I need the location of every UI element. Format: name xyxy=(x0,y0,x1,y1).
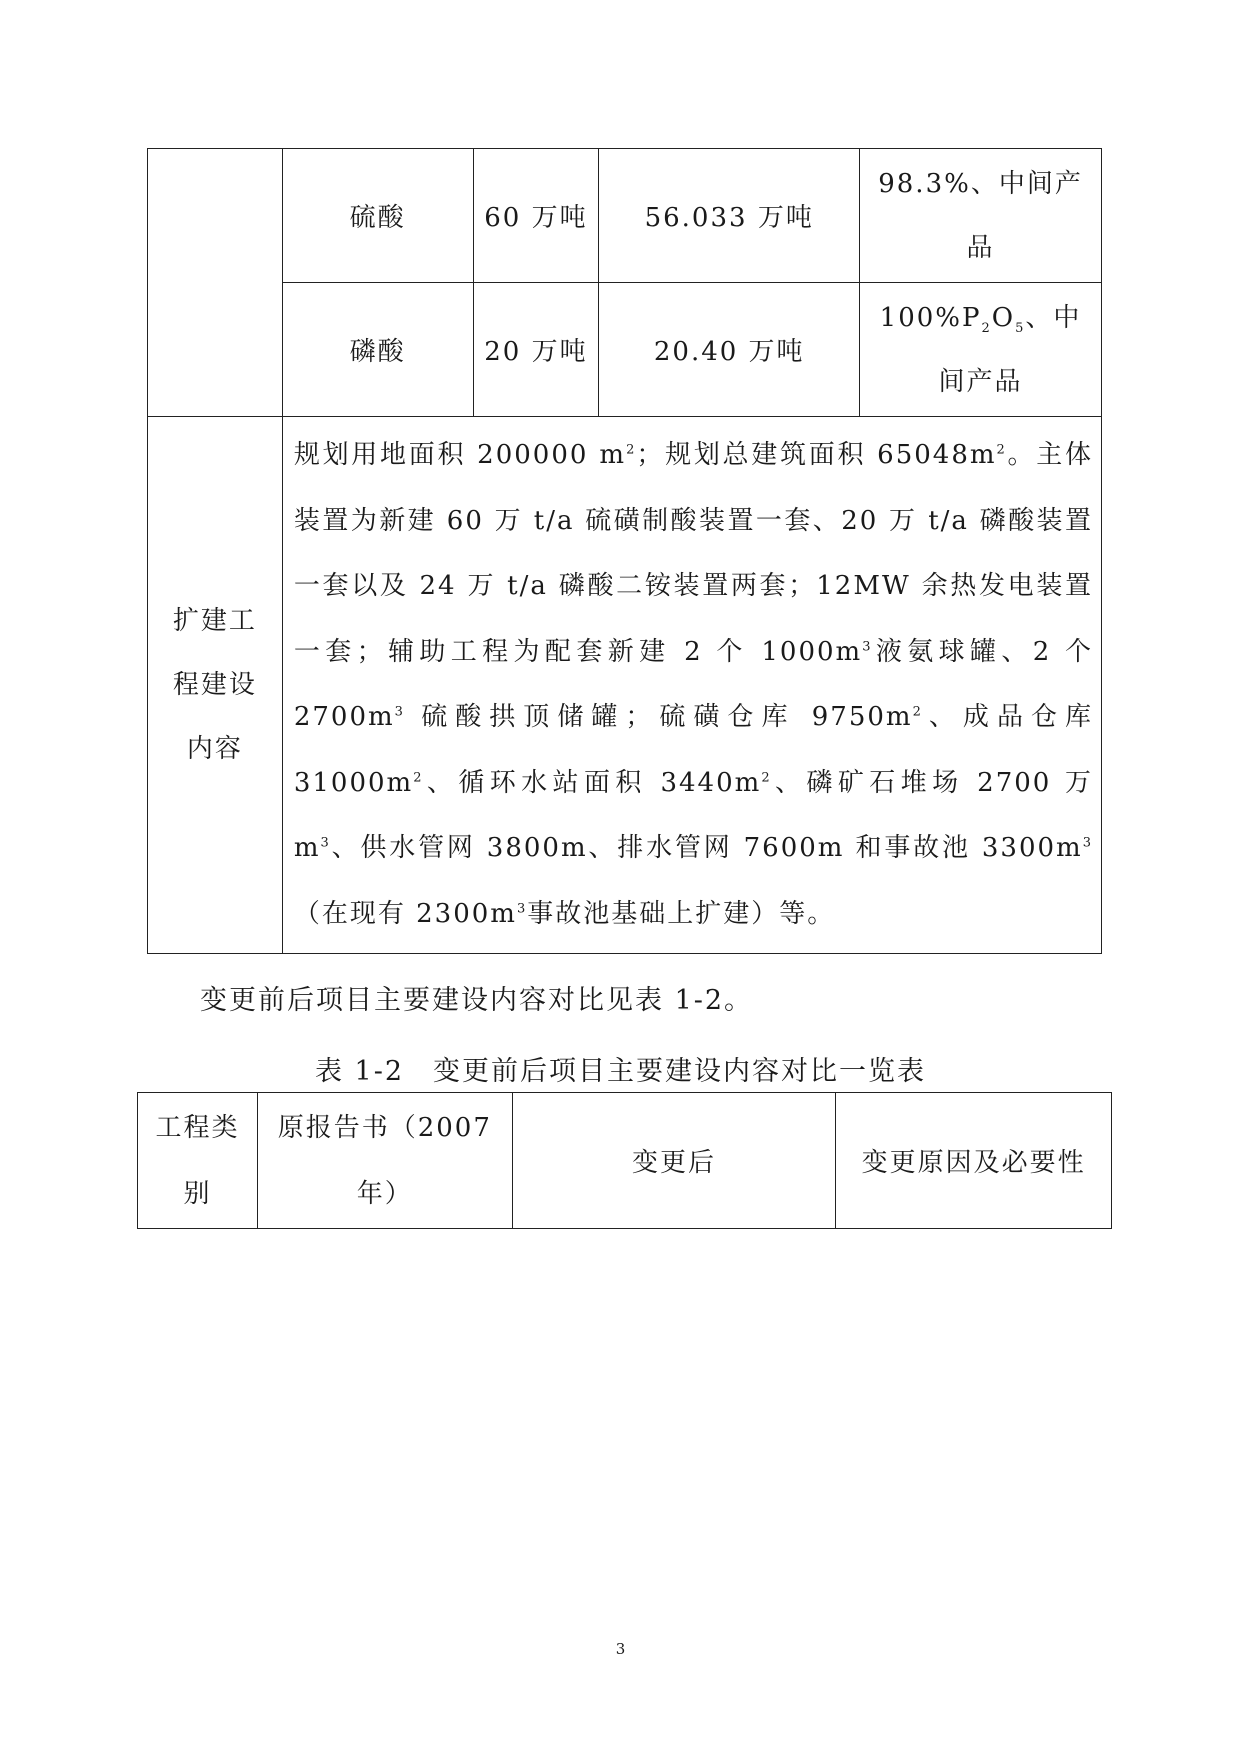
comparison-table xyxy=(137,1092,1112,1229)
table-caption: 表 1-2 变更前后项目主要建设内容对比一览表 xyxy=(314,1056,927,1087)
actual-output-cell: 20.40 万吨 xyxy=(599,283,860,417)
table-header-row xyxy=(138,1093,1112,1229)
scope-label-cell: 扩建工程建设内容 xyxy=(148,417,283,954)
product-cell: 磷酸 xyxy=(282,283,473,417)
product-cell: 硫酸 xyxy=(282,149,473,283)
scope-text-cell: 规划用地面积 200000 $m^2$；规划总建筑面积 $65048m^2$。主体装置为新建 60 万 t/a 硫磺制酸装置一套、20 万 t/a 磷酸装置一套以及 24 万 t/a 磷酸二铵装置两套；12MW 余热发电装置一套；辅助工程为配套新建 2 个 $1000m^3$液氨球罐、2 个 $2700m^3$ 硫酸拱顶储罐；硫磺仓库 $9750m^2$、成品仓库 $31000m^2$、循环水站面积 $3440m^2$、磷矿石堆场 2700 万 $m^3$、供水管网 3800m、排水管网 7600m 和事故池 $3300m^3$（在现有 $2300m^3$事故池基础上扩建）等。 xyxy=(282,417,1101,954)
spec-cell: $100\%P_2O_5$、中间产品 xyxy=(860,283,1102,417)
design-capacity-cell: 20 万吨 xyxy=(473,283,599,417)
column-header: 工程类别 xyxy=(138,1093,258,1229)
actual-output-cell: 56.033 万吨 xyxy=(599,149,860,283)
table-row xyxy=(148,283,1102,417)
category-cell xyxy=(148,149,283,417)
table-row xyxy=(148,417,1102,954)
table-row xyxy=(148,149,1102,283)
spec-cell: 98.3%、中间产品 xyxy=(860,149,1102,283)
page-number: 3 xyxy=(615,1640,626,1658)
capacity-table xyxy=(147,148,1102,954)
body-paragraph: 变更前后项目主要建设内容对比见表 1-2。 xyxy=(200,985,754,1016)
column-header: 变更原因及必要性 xyxy=(836,1093,1112,1229)
column-header: 原报告书（2007年） xyxy=(257,1093,512,1229)
column-header: 变更后 xyxy=(512,1093,836,1229)
design-capacity-cell: 60 万吨 xyxy=(473,149,599,283)
